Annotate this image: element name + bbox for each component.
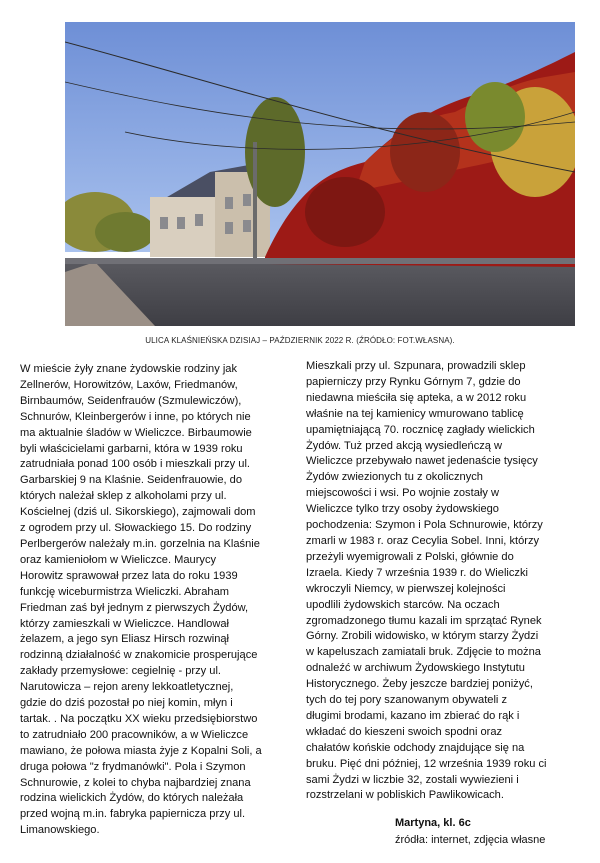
article-right-column: Mieszkali przy ul. Szpunara, prowadzili sklep papierniczy przy Rynku Górnym 7, gdzie do niedawna mieściła się apteka, a w 2012 roku właśnie na tej kamienicy wmurowano tablicę upamiętniającą 70. rocznicę zagłady wielickich Żydów. Tuż przed akcją wysiedleńczą w Wieliczce przebywało nawet jedenaście tysięcy Żydów zwiezionych tu z okolicznych miejscowości i wsi. Po wojnie zostały w Wieliczce tylko trzy osoby żydowskiego pochodzenia: Szymon i Pola Schnurowie, którzy zmarli w 1983 r. oraz Cecylia Sobel. Inni, którzy przeżyli wyemigrowali z Polski, głównie do Izraela. Kiedy 7 września 1939 r. do Wieliczki wkroczyli Niemcy, w pierwszej kolejności upodlili żydowskich starców. Na oczach zgromadzonego tłumu kazali im sprzątać Rynek Górny. Zrobili widowisko, w którym starzy Żydzi w kapeluszach zamiatali bruk. Zdjęcie to można odnaleźć w archiwum Żydowskiego Instytutu Historycznego. Żeby jeszcze bardziej poniżyć, tych do tej pory szanowanym obywateli z długimi brodami, kazano im zbierać do rąk i wkładać do kieszeni swoich spodni oraz chałatów końskie odchody znajdujące się na bruku. Pięć dni później, 12 września 1939 roku ci sami Żydzi w liczbie 32, zostali wywiezieni i rozstrzelani w pobliskich Pawlikowicach. [306, 360, 547, 802]
street-photo [65, 22, 575, 326]
article-left-column: W mieście żyły znane żydowskie rodziny jak Zellnerów, Horowitzów, Laxów, Friedmanów, Birnbaumów, Seidenfrauów (Szmulewiczów), Schnurów, Kleinbergerów i inne, po których nie ma aktualnie śladów w Wieliczce. Birbaumowie byli właścicielami garbarni, która w 1939 roku zatrudniała ponad 100 osób i mieszkali przy ul. Garbarskiej 9 na Klaśnie. Seidenfrauowie, do których należał sklep z alkoholami przy ul. Kościelnej (dziś ul. Sikorskiego), zajmowali dom z ogrodem przy ul. Słowackiego 15. Do rodziny Perlbergerów należały m.in. gorzelnia na Klaśnie oraz kamieniołom w Wieliczce. Maurycy Horowitz sprawował przez lata do roku 1939 funkcję wiceburmistrza Wieliczki. Abraham Friedman zaś był jednym z pierwszych Żydów, którzy zamieszkali w Wieliczce. Handlował żelazem, a jego syn Eliasz Hirsch rozwinął rodzinną działalność w znakomicie prosperujące zakłady przemysłowe: cegielnię - przy ul. Narutowicza – rejon areny lekkoatletycznej, gdzie do dziś pozostał po niej komin, młyn i tartak. . Na początku XX wieku przedsiębiorstwo to zatrudniało 200 pracowników, a w Wieliczce mawiano, że połowa miasta żyje z Kopalni Soli, a druga połowa "z frydmanówki". Pola i Szymon Schnurowie, z kolei to chyba najbardziej znana rodzina wielickich Żydów, do których należała przed wojną m.in. fabryka papiernicza przy ul. Limanowskiego. [20, 363, 262, 837]
sources-note: źródła: internet, zdjęcia własne [395, 834, 546, 846]
photo-caption: ULICA KLAŚNIEŃSKA DZISIAJ – PAŹDZIERNIK 2022 R. (ŹRÓDŁO: FOT.WŁASNA). [145, 336, 455, 345]
author-signature: Martyna, kl. 6c [395, 817, 471, 829]
utility-pole [253, 142, 257, 262]
